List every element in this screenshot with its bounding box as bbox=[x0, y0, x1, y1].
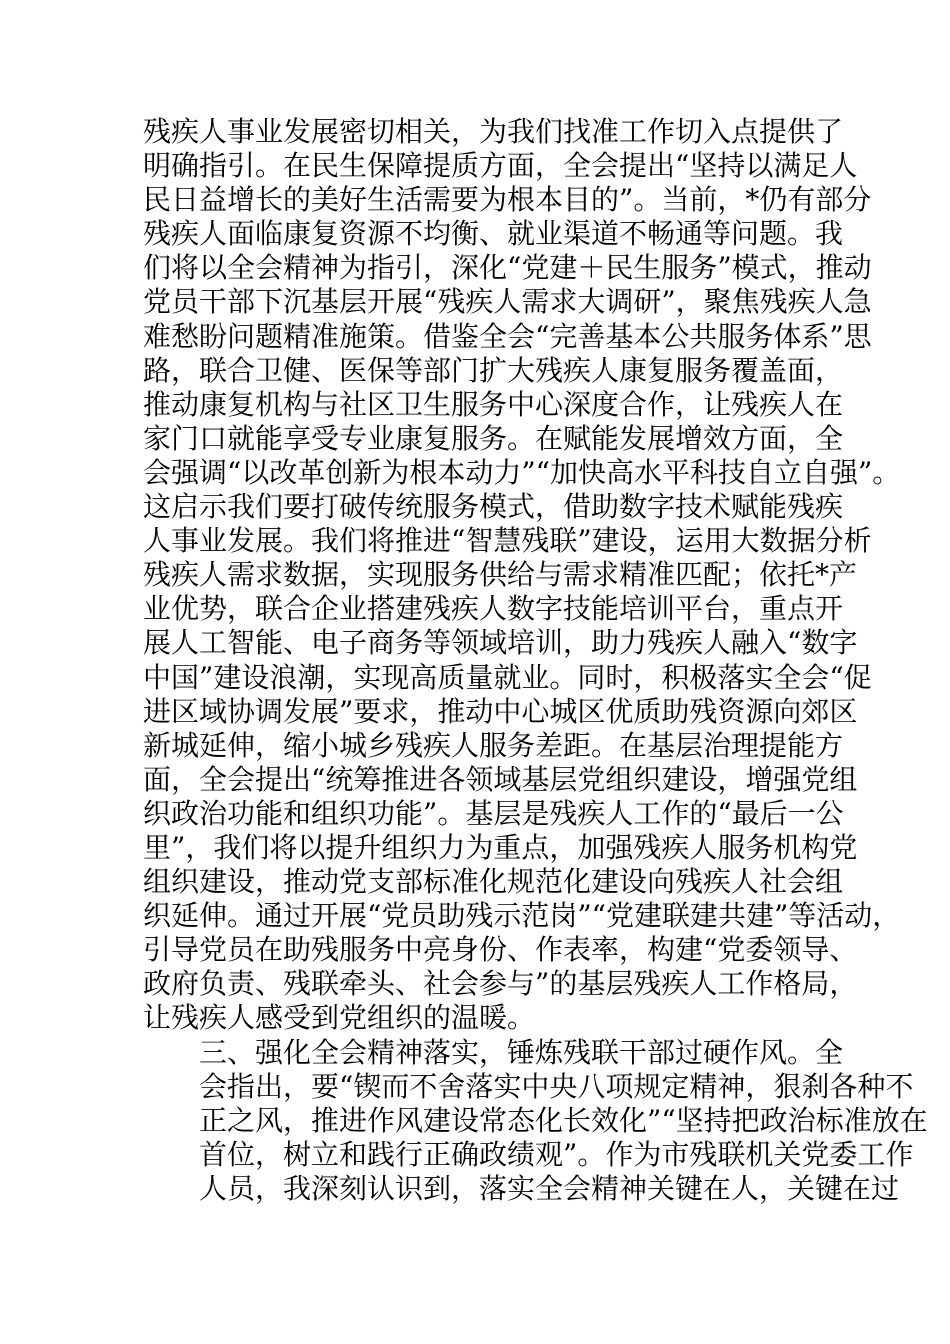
text-line: 家门口就能享受专业康复服务。在赋能发展增效方面，全 bbox=[143, 421, 844, 455]
text-line: 新城延伸，缩小城乡残疾人服务差距。在基层治理提能方 bbox=[143, 728, 844, 762]
text-line: 三、强化全会精神落实，锤炼残联干部过硬作风。全 bbox=[199, 1035, 844, 1069]
text-line: 会强调“以改革创新为根本动力”“加快高水平科技自立自强”。 bbox=[143, 455, 901, 489]
text-line: 引导党员在助残服务中亮身份、作表率，构建“党委领导、 bbox=[143, 933, 858, 967]
text-line: 首位，树立和践行正确政绩观”。作为市残联机关党委工作 bbox=[199, 1137, 914, 1171]
paragraph-1 bbox=[143, 115, 901, 1036]
text-line: 进区域协调发展”要求，推动中心城区优质助残资源向郊区 bbox=[143, 694, 858, 728]
text-line: 残疾人事业发展密切相关，为我们找准工作切入点提供了 bbox=[143, 115, 844, 148]
text-line: 路，联合卫健、医保等部门扩大残疾人康复服务覆盖面， bbox=[143, 353, 844, 387]
text-line: 们将以全会精神为指引，深化“党建＋民生服务”模式，推动 bbox=[143, 251, 872, 285]
text-line: 民日益增长的美好生活需要为根本目的”。当前，*仍有部分 bbox=[143, 183, 872, 217]
text-line: 会指出，要“锲而不舍落实中央八项规定精神，狠刹各种不 bbox=[199, 1069, 914, 1103]
body-text bbox=[143, 115, 928, 1206]
text-line: 党员干部下沉基层开展“残疾人需求大调研”，聚焦残疾人急 bbox=[143, 285, 872, 319]
text-line: 里”，我们将以提升组织力为重点，加强残疾人服务机构党 bbox=[143, 830, 858, 864]
text-line: 残疾人面临康复资源不均衡、就业渠道不畅通等问题。我 bbox=[143, 217, 844, 251]
text-line: 织延伸。通过开展“党员助残示范岗”“党建联建共建”等活动， bbox=[143, 899, 901, 933]
text-line: 人事业发展。我们将推进“智慧残联”建设，运用大数据分析 bbox=[143, 524, 872, 558]
text-line: 业优势，联合企业搭建残疾人数字技能培训平台，重点开 bbox=[143, 592, 844, 626]
text-line: 织政治功能和组织功能”。基层是残疾人工作的“最后一公 bbox=[143, 796, 844, 830]
text-line: 展人工智能、电子商务等领域培训，助力残疾人融入“数字 bbox=[143, 626, 858, 660]
text-line: 这启示我们要打破传统服务模式，借助数字技术赋能残疾 bbox=[143, 490, 844, 524]
text-line: 推动康复机构与社区卫生服务中心深度合作，让残疾人在 bbox=[143, 387, 844, 421]
text-line: 面，全会提出“统筹推进各领域基层党组织建设，增强党组 bbox=[143, 762, 858, 796]
text-line: 正之风，推进作风建设常态化长效化”“坚持把政治标准放在 bbox=[199, 1103, 928, 1137]
text-line: 中国”建设浪潮，实现高质量就业。同时，积极落实全会“促 bbox=[143, 660, 872, 694]
text-line: 政府负责、残联牵头、社会参与”的基层残疾人工作格局， bbox=[143, 967, 858, 1001]
text-line: 人员，我深刻认识到，落实全会精神关键在人，关键在过 bbox=[199, 1171, 900, 1205]
text-line: 明确指引。在民生保障提质方面，全会提出“坚持以满足人 bbox=[143, 149, 858, 183]
text-line: 组织建设，推动党支部标准化规范化建设向残疾人社会组 bbox=[143, 865, 844, 899]
text-line: 让残疾人感受到党组织的温暖。 bbox=[143, 1001, 536, 1035]
text-line: 难愁盼问题精准施策。借鉴全会“完善基本公共服务体系”思 bbox=[143, 319, 872, 353]
text-line: 残疾人需求数据，实现服务供给与需求精准匹配；依托*产 bbox=[143, 558, 858, 592]
paragraph-2 bbox=[143, 1035, 928, 1206]
